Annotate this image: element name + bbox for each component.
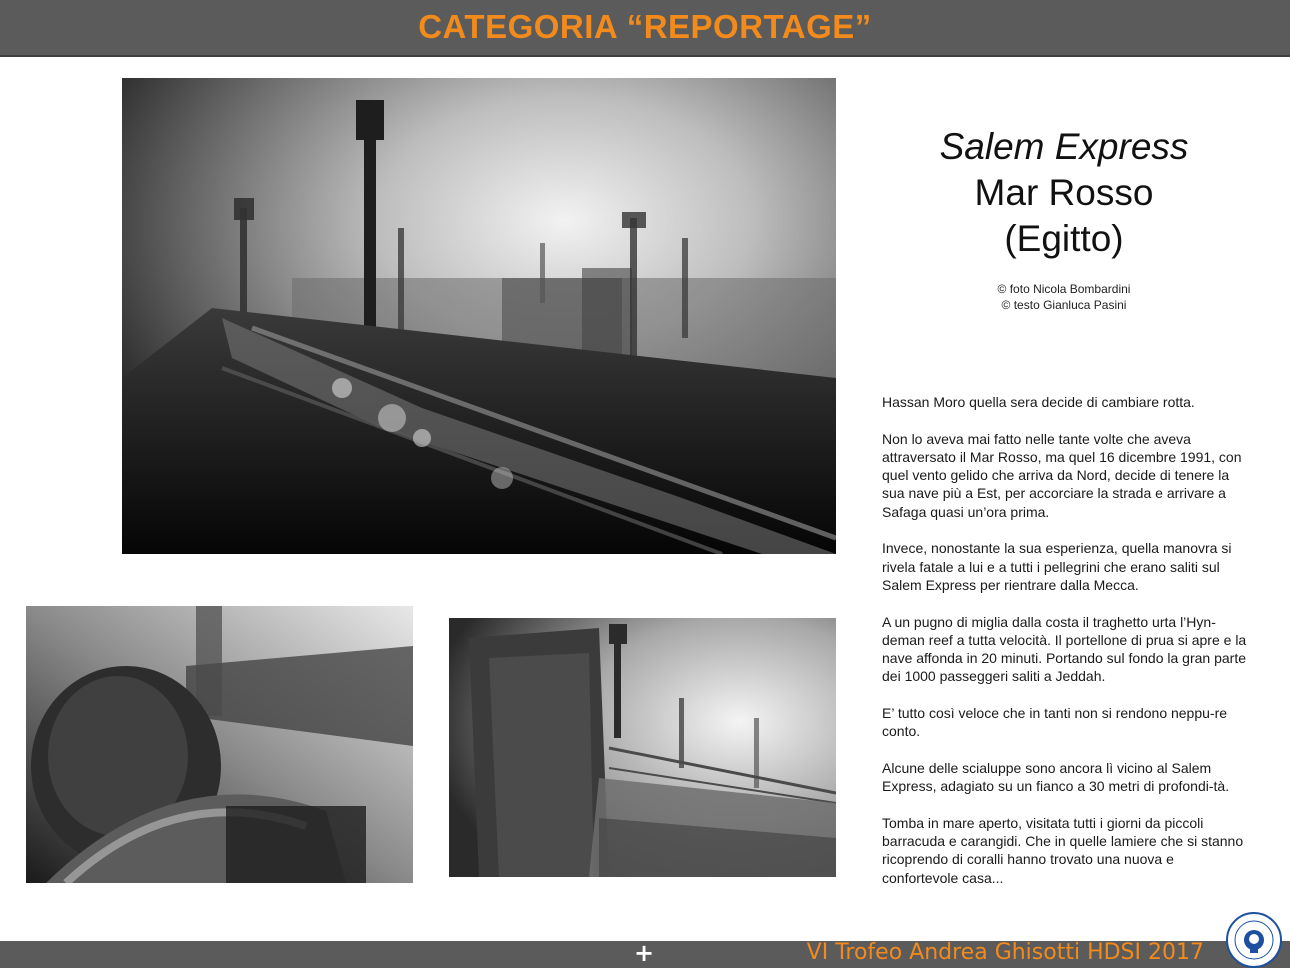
photo-lifeboat xyxy=(26,606,413,883)
text-credit: © testo Gianluca Pasini xyxy=(1001,298,1127,312)
paragraph: Alcune delle scialuppe sono ancora lì vicino al Salem Express, adagiato su un fianco a 30 metri di profondi-tà. xyxy=(882,759,1230,795)
heading-location: Mar Rosso xyxy=(974,172,1154,213)
paragraph: Non lo aveva mai fatto nelle tante volte che aveva attraversato il Mar Rosso, ma quel 16 dicembre 1991, con quel vento gelido che arriva da Nord, decide di tenere la sua nave più a Est, per accorciare la strada e arrivare a Safaga quasi un’ora prima. xyxy=(882,430,1242,520)
paragraph: Invece, nonostante la sua esperienza, quella manovra si rivela fatale a lui e a tutti i pellegrini che erano saliti sul Salem Express per rientrare dalla Mecca. xyxy=(882,540,1232,593)
photo-deck-railing xyxy=(449,618,836,877)
photo-wreck-masts xyxy=(122,78,836,554)
plus-icon[interactable]: + xyxy=(634,939,655,967)
footer-event-title: VI Trofeo Andrea Ghisotti HDSI 2017 xyxy=(806,940,1204,965)
paragraph: Hassan Moro quella sera decide di cambiare rotta. xyxy=(882,394,1195,410)
heading-ship-name: Salem Express xyxy=(939,126,1189,167)
header-bar xyxy=(0,0,1290,57)
heading-country: (Egitto) xyxy=(1004,218,1124,259)
photo-credit: © foto Nicola Bombardini xyxy=(997,282,1131,296)
page-title: CATEGORIA “REPORTAGE” xyxy=(418,8,872,45)
paragraph: E’ tutto così veloce che in tanti non si rendono neppu-re conto. xyxy=(882,705,1228,740)
paragraph: Tomba in mare aperto, visitata tutti i giorni da piccoli barracuda e carangidi. Che in quelle lamiere che si stanno ricoprendo di coralli hanno trovato una nuova e confortevole casa... xyxy=(882,814,1244,886)
story-text xyxy=(882,393,1254,905)
paragraph: A un pugno di miglia dalla costa il traghetto urta l’Hyn-deman reef a tutta velocità. Il portellone di prua si apre e la nave affonda in 20 minuti. Portando sul fondo la gran parte dei 1000 passeggeri saliti a Jeddah. xyxy=(882,613,1247,685)
historical-diving-society-logo-icon xyxy=(1226,912,1282,968)
